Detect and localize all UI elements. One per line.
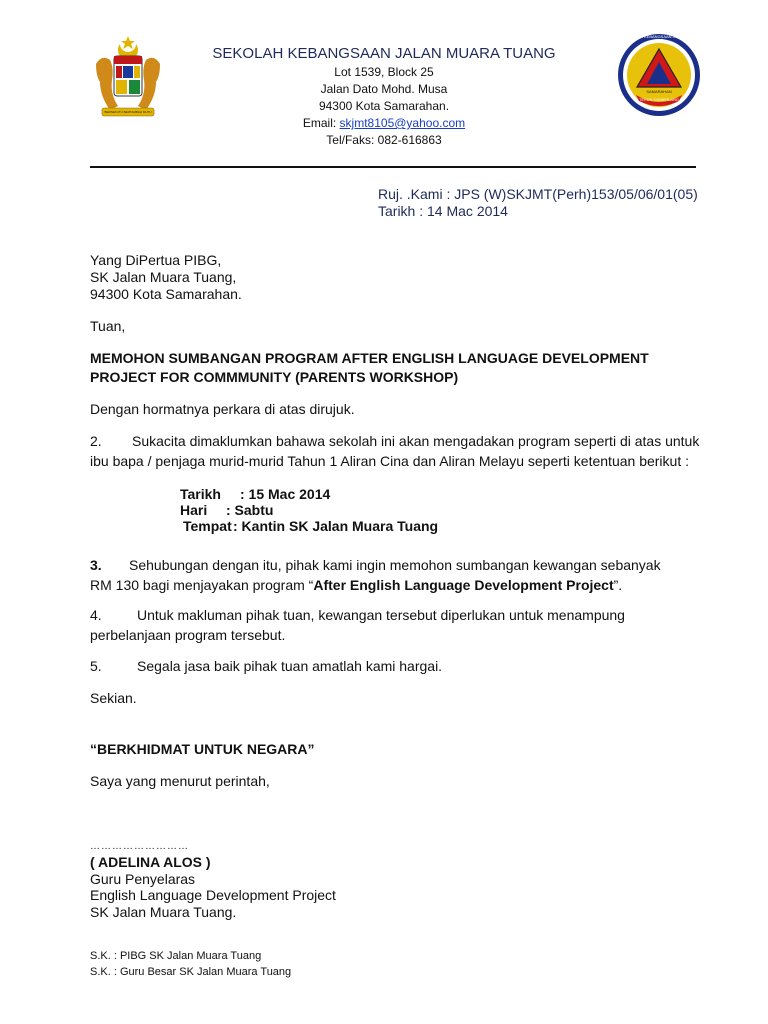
subject-line-1: MEMOHON SUMBANGAN PROGRAM AFTER ENGLISH LANGUAGE DEVELOPMENT <box>90 350 649 366</box>
para-3-pre: RM 130 bagi menjayakan program “ <box>90 577 314 593</box>
detail-row-day <box>180 502 273 518</box>
email-line <box>0 116 768 130</box>
recipient-line-2: SK Jalan Muara Tuang, <box>90 269 237 285</box>
signatory-title: Guru Penyelaras <box>90 871 196 887</box>
telfax-line: Tel/Faks: 082-616863 <box>326 133 442 147</box>
detail-label: Hari <box>180 502 208 518</box>
closing: Sekian. <box>90 690 137 706</box>
cc-line-1: S.K. : PIBG SK Jalan Muara Tuang <box>90 950 262 962</box>
recipient-line-3: 94300 Kota Samarahan. <box>90 286 242 302</box>
motto: “BERKHIDMAT UNTUK NEGARA” <box>90 741 315 757</box>
opening-sentence: Dengan hormatnya perkara di atas dirujuk. <box>90 401 355 417</box>
salutation: Tuan, <box>90 318 126 334</box>
detail-value: : Kantin SK Jalan Muara Tuang <box>233 518 439 534</box>
detail-row-date <box>180 486 330 502</box>
signoff: Saya yang menurut perintah, <box>90 773 270 789</box>
program-name: After English Language Development Project <box>313 577 614 593</box>
para-5-line-1: Segala jasa baik pihak tuan amatlah kami hargai. <box>137 658 443 674</box>
school-name: SEKOLAH KEBANGSAAN JALAN MUARA TUANG <box>212 45 556 62</box>
detail-value: : 15 Mac 2014 <box>240 486 331 502</box>
para-3-number: 3. <box>90 557 102 573</box>
email-label: Email: <box>302 116 340 130</box>
signatory-name: ( ADELINA ALOS ) <box>90 854 211 870</box>
subject-line-2: PROJECT FOR COMMMUNITY (PARENTS WORKSHOP) <box>90 369 459 385</box>
badge-motto-text: TEKUN CEMERLANG <box>638 97 679 102</box>
email-link[interactable]: skjmt8105@yahoo.com <box>339 116 466 130</box>
badge-town-text: SAMARAHAN <box>646 89 672 94</box>
para-4-line-2: perbelanjaan program tersebut. <box>90 627 286 643</box>
para-5-number: 5. <box>90 658 102 674</box>
detail-label: Tempat <box>183 518 232 534</box>
signatory-project: English Language Development Project <box>90 887 336 903</box>
reference-number: Ruj. .Kami : JPS (W)SKJMT(Perh)153/05/06/01(05) <box>378 186 698 202</box>
detail-row-place <box>183 518 438 534</box>
para-3-line-2 <box>90 576 622 594</box>
signatory-school: SK Jalan Muara Tuang. <box>90 904 237 920</box>
para-4-number: 4. <box>90 607 102 623</box>
signature-dots: ……………………… <box>90 841 189 852</box>
address-line-3: 94300 Kota Samarahan. <box>318 99 450 113</box>
address-line-2: Jalan Dato Mohd. Musa <box>320 82 448 96</box>
detail-label: Tarikh <box>180 486 221 502</box>
para-4-line-1: Untuk makluman pihak tuan, kewangan tersebut diperlukan untuk menampung <box>137 607 625 623</box>
letter-date: Tarikh : 14 Mac 2014 <box>378 203 508 219</box>
para-2-line-2: ibu bapa / penjaga murid-murid Tahun 1 Aliran Cina dan Aliran Melayu seperti ketentuan berikut : <box>90 453 689 469</box>
para-2-number: 2. <box>90 433 102 449</box>
badge-ring-text: SEKOLAH KEBANGSAAN JALAN MUARA TUANG <box>624 34 716 39</box>
cc-line-2: S.K. : Guru Besar SK Jalan Muara Tuang <box>90 966 292 978</box>
detail-value: : Sabtu <box>226 502 274 518</box>
para-2-line-1: Sukacita dimaklumkan bahawa sekolah ini akan mengadakan program seperti di atas untuk <box>132 433 700 449</box>
crest-scroll-text: BERSEKUTU BERTAMBAH MUTU <box>104 110 152 114</box>
address-line-1: Lot 1539, Block 25 <box>334 65 434 79</box>
header-divider <box>90 166 696 168</box>
para-3-post: ”. <box>613 577 623 593</box>
para-3-line-1: Sehubungan dengan itu, pihak kami ingin memohon sumbangan kewangan sebanyak <box>129 557 661 573</box>
recipient-line-1: Yang DiPertua PIBG, <box>90 252 222 268</box>
